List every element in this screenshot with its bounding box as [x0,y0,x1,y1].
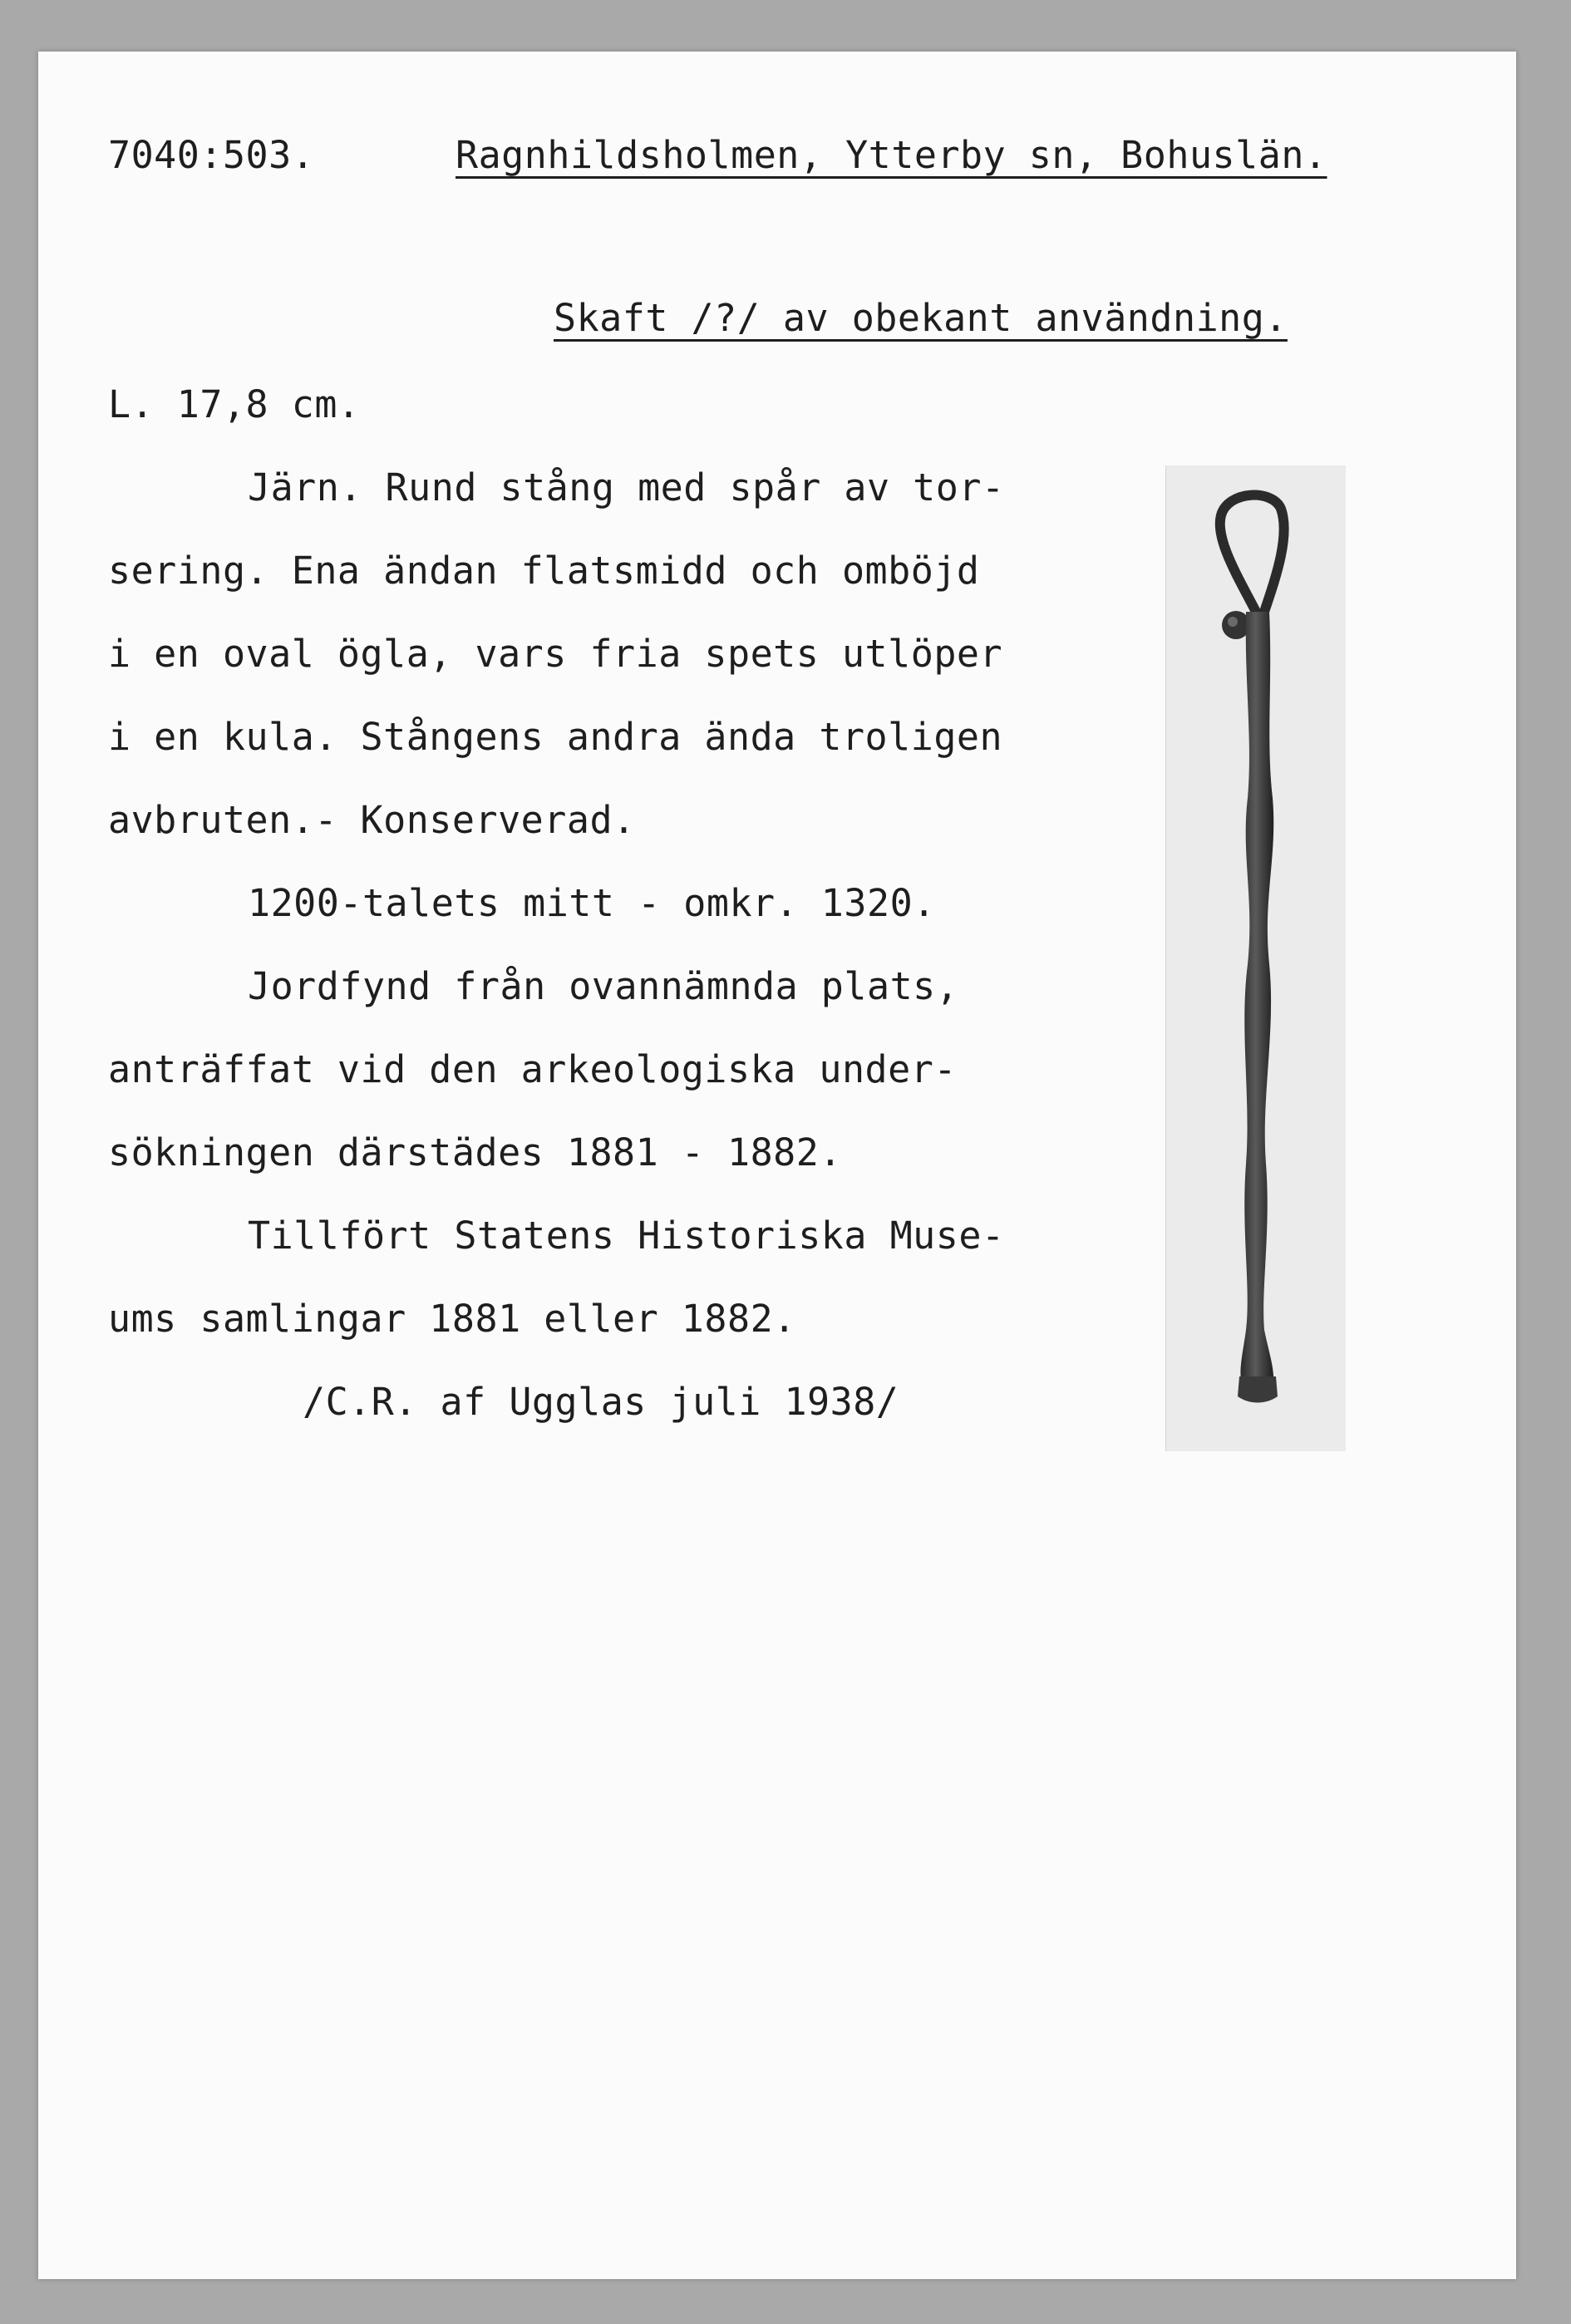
catalog-number: 7040:503. [108,133,315,177]
catalog-card [38,52,1516,2279]
provenance-line: ums samlingar 1881 eller 1882. [108,1297,796,1341]
find-line: Jordfynd från ovannämnda plats, [248,964,959,1008]
description-line: i en oval ögla, vars fria spets utlöper [108,632,1003,676]
find-line: anträffat vid den arkeologiska under- [108,1047,957,1091]
find-location: Ragnhildsholmen, Ytterby sn, Bohuslän. [456,133,1327,177]
description-line: Järn. Rund stång med spår av tor- [248,465,1005,510]
description-line: avbruten.- Konserverad. [108,798,636,842]
description-line: i en kula. Stångens andra ända troligen [108,715,1003,759]
find-line: sökningen därstädes 1881 - 1882. [108,1130,842,1174]
object-title: Skaft /?/ av obekant användning. [554,296,1288,340]
provenance-line: Tillfört Statens Historiska Muse- [248,1214,1005,1258]
object-length: L. 17,8 cm. [108,382,361,426]
description-line: sering. Ena ändan flatsmidd och omböjd [108,549,980,593]
iron-rod-photo-icon [1165,465,1346,1451]
signature-text: /C.R. af Ugglas juli 1938/ [303,1380,899,1424]
dating-text: 1200-talets mitt - omkr. 1320. [248,881,936,925]
